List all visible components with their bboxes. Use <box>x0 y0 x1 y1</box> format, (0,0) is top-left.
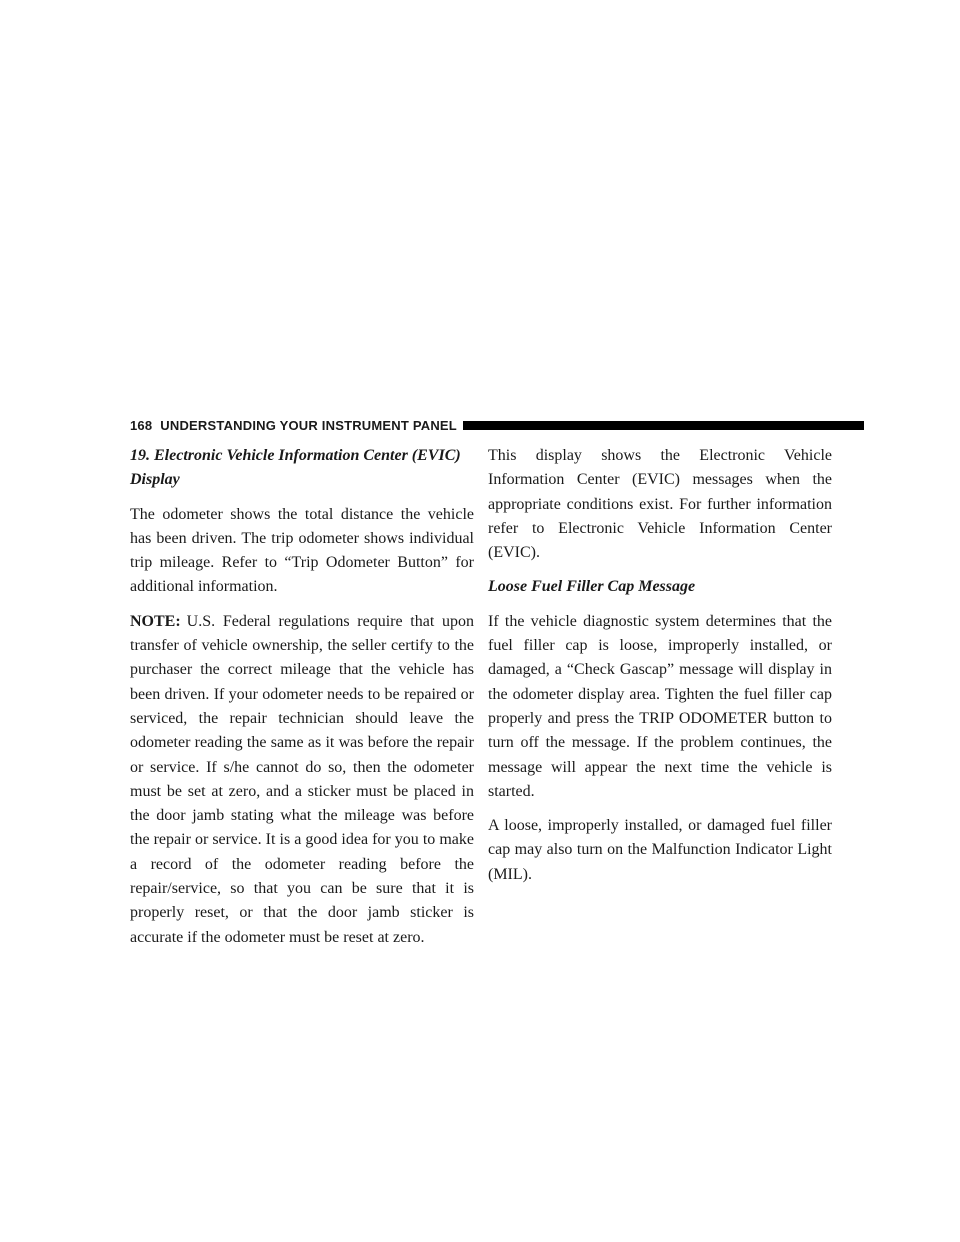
page-header <box>130 415 864 435</box>
evic-display-heading: 19. Electronic Vehicle Information Center (EVIC) Display <box>130 447 461 489</box>
note-text: U.S. Federal regulations require that upon transfer of vehicle ownership, the seller certify to the purchaser the correct mileage that the vehicle has been driven. If your odometer needs to be repaired or serviced, the repair technician should leave the odometer reading the same as it was before the repair or service. If s/he cannot do so, then the odometer must be set at zero, and a sticker must be placed in the door jamb stating what the mileage was before the repair or service. It is a good idea for you to make a record of the odometer reading before the repair/service, so that you can be sure that it is properly reset, or that the door jamb sticker is accurate if the odometer must be reset at zero. <box>130 612 474 946</box>
evic-messages-paragraph: This display shows the Electronic Vehicle Information Center (EVIC) messages when the appropriate conditions exist. For further information refer to Electronic Vehicle Information Center (EVIC). <box>488 447 832 562</box>
note-paragraph <box>130 610 474 950</box>
mil-paragraph: A loose, improperly installed, or damaged fuel filler cap may also turn on the Malfunction Indicator Light (MIL). <box>488 817 832 883</box>
gascap-paragraph: If the vehicle diagnostic system determines that the fuel filler cap is loose, improperly installed, or damaged, a “Check Gascap” message will display in the odometer display area. Tighten the fuel filler cap properly and press the TRIP ODOMETER button to turn off the message. If the problem continues, the message will appear the next time the vehicle is started. <box>488 612 832 800</box>
odometer-paragraph: The odometer shows the total distance the vehicle has been driven. The trip odometer shows individual trip mileage. Refer to “Trip Odometer Button” for additional information. <box>130 505 474 596</box>
section-title: UNDERSTANDING YOUR INSTRUMENT PANEL <box>160 417 457 433</box>
page-number: 168 <box>130 417 153 433</box>
right-column <box>488 444 832 897</box>
header-rule <box>463 421 864 430</box>
note-label: NOTE: <box>130 612 181 630</box>
left-column <box>130 444 474 960</box>
loose-fuel-cap-heading: Loose Fuel Filler Cap Message <box>488 578 696 596</box>
